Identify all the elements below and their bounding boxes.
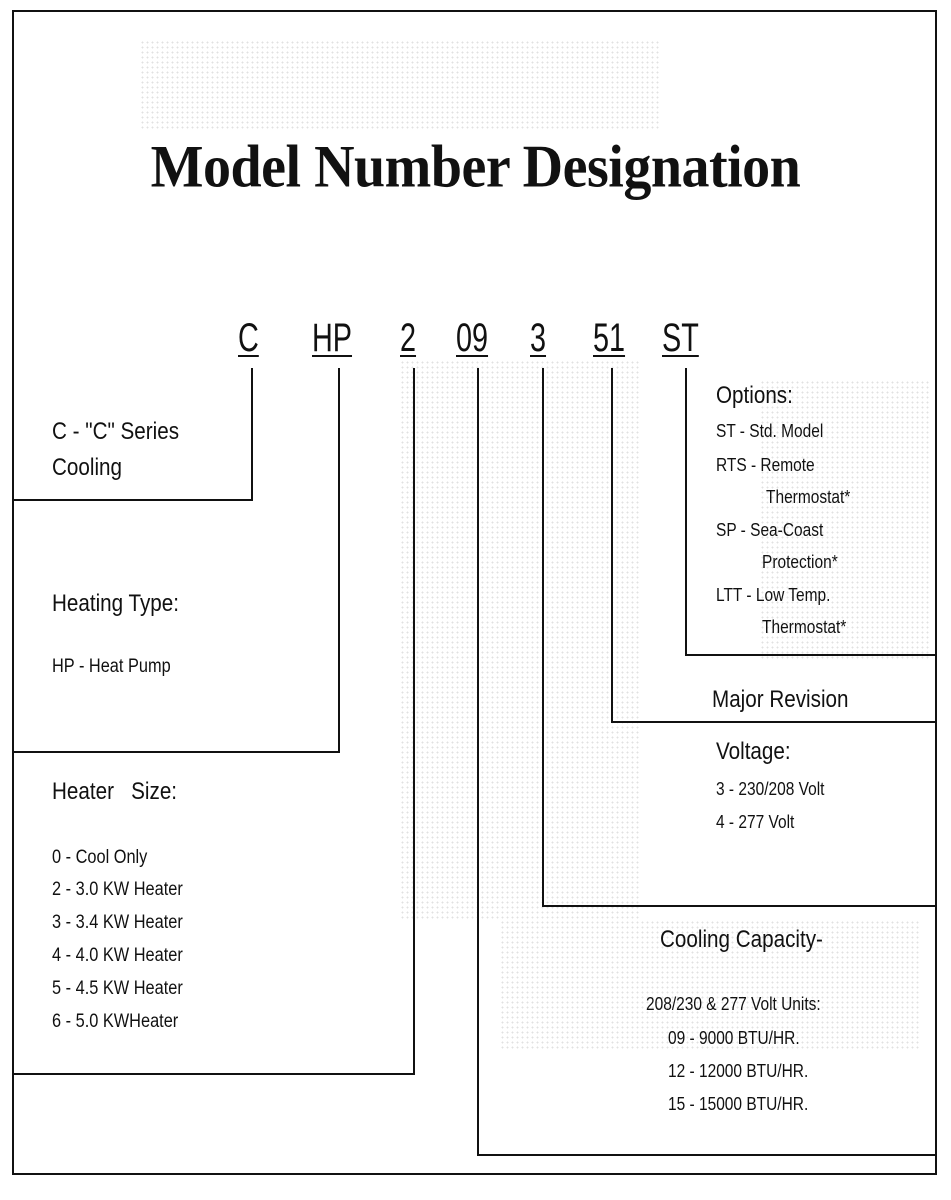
options-item: RTS - Remote [716, 455, 815, 475]
code-heating-type: HP [312, 316, 353, 360]
code-series: C [238, 316, 259, 360]
code-major-revision: 51 [593, 316, 626, 360]
options-item: ST - Std. Model [716, 421, 824, 441]
heater-size-item: 0 - Cool Only [52, 847, 148, 868]
code-heater-size: 2 [400, 316, 417, 360]
major-revision-label: Major Revision [712, 686, 849, 713]
heater-size-heading: Heater Size: [52, 778, 178, 805]
options-item: Protection* [762, 552, 838, 572]
heater-size-item: 6 - 5.0 KWHeater [52, 1011, 179, 1032]
series-line2: Cooling [52, 454, 122, 481]
voltage-heading: Voltage: [716, 738, 791, 765]
heater-size-item: 3 - 3.4 KW Heater [52, 912, 183, 933]
cooling-capacity-subheading: 208/230 & 277 Volt Units: [646, 994, 821, 1014]
options-item: Thermostat* [762, 617, 847, 637]
cooling-capacity-item: 09 - 9000 BTU/HR. [668, 1028, 800, 1048]
heater-size-item: 5 - 4.5 KW Heater [52, 978, 183, 999]
options-item: Thermostat* [766, 487, 851, 507]
heater-size-item: 4 - 4.0 KW Heater [52, 945, 183, 966]
cooling-capacity-item: 15 - 15000 BTU/HR. [668, 1094, 809, 1114]
leader-options [686, 368, 935, 655]
voltage-item: 3 - 230/208 Volt [716, 779, 825, 799]
heating-type-heading: Heating Type: [52, 590, 179, 617]
code-cooling-capacity: 09 [456, 316, 489, 360]
page-title: Model Number Designation [150, 133, 801, 201]
options-heading: Options: [716, 382, 793, 409]
cooling-capacity-item: 12 - 12000 BTU/HR. [668, 1061, 809, 1081]
options-item: LTT - Low Temp. [716, 585, 831, 605]
series-line1: C - "C" Series [52, 418, 180, 445]
code-options: ST [662, 316, 699, 360]
cooling-capacity-heading: Cooling Capacity- [660, 926, 823, 953]
voltage-item: 4 - 277 Volt [716, 812, 795, 832]
code-voltage: 3 [530, 316, 547, 360]
heating-type-item: HP - Heat Pump [52, 656, 171, 677]
options-item: SP - Sea-Coast [716, 520, 824, 540]
heater-size-item: 2 - 3.0 KW Heater [52, 879, 183, 900]
